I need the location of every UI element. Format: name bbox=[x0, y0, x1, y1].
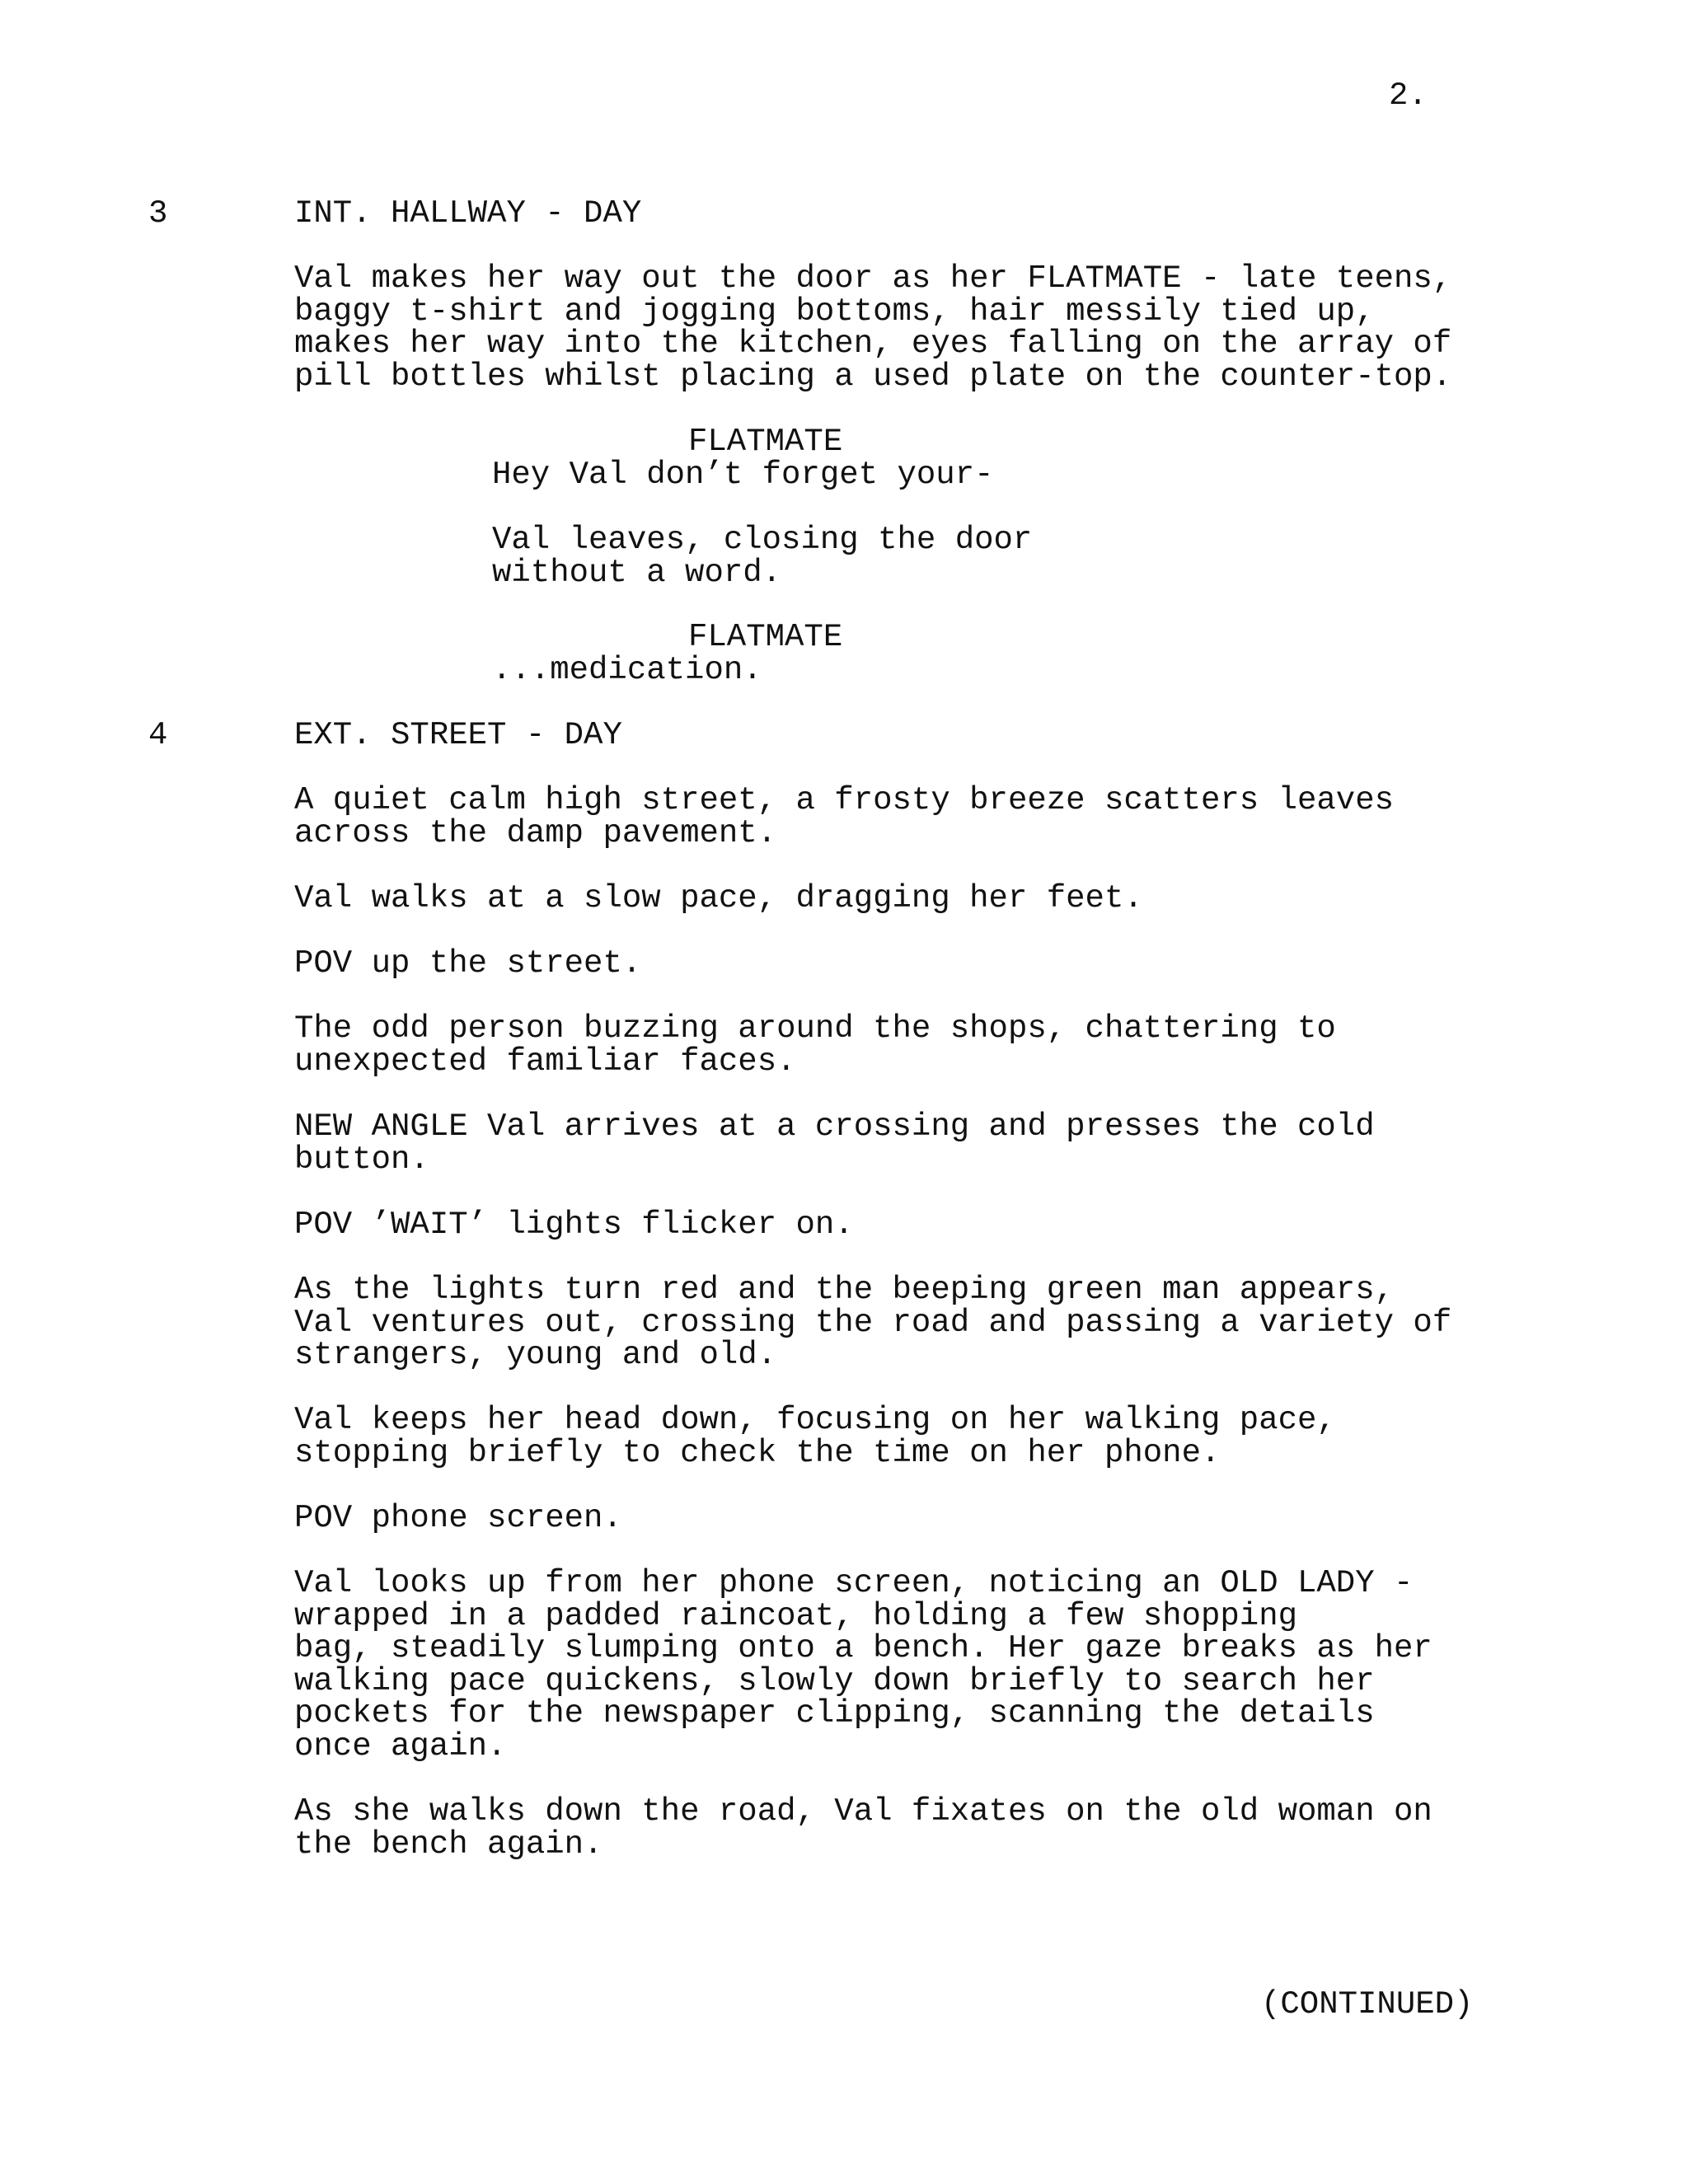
action-paragraph: The odd person buzzing around the shops, chattering to unexpected familiar faces. bbox=[294, 1010, 1336, 1080]
action-paragraph: POV ’WAIT’ lights flicker on. bbox=[294, 1207, 854, 1243]
scene-heading: INT. HALLWAY - DAY bbox=[294, 195, 642, 232]
character-name: FLATMATE bbox=[688, 619, 843, 655]
continued-marker: (CONTINUED) bbox=[1261, 1986, 1474, 2022]
action-paragraph: A quiet calm high street, a frosty breeze scatters leaves across the damp pavement. bbox=[294, 782, 1395, 851]
dialogue: ...medication. bbox=[492, 652, 762, 688]
action-paragraph: Val keeps her head down, focusing on her walking pace, stopping briefly to check the time on her phone. bbox=[294, 1402, 1336, 1471]
action-paragraph: Val looks up from her phone screen, noticing an OLD LADY - wrapped in a padded raincoat, holding a few shopping bag, steadily slumping onto a bench. Her gaze breaks as her walking pace quickens, slowly down briefly to search her pockets for the newspaper clipping, scanning the details once again. bbox=[294, 1565, 1432, 1765]
action-paragraph: Val walks at a slow pace, dragging her feet. bbox=[294, 880, 1143, 916]
scene-number: 4 bbox=[148, 717, 168, 753]
dialogue: Hey Val don’t forget your- bbox=[492, 457, 994, 493]
action-paragraph: NEW ANGLE Val arrives at a crossing and presses the cold button. bbox=[294, 1108, 1375, 1178]
dialogue-action: Val leaves, closing the door without a word. bbox=[492, 522, 1033, 591]
scene-heading: EXT. STREET - DAY bbox=[294, 717, 622, 753]
action-paragraph: POV up the street. bbox=[294, 945, 642, 982]
action-paragraph: As she walks down the road, Val fixates on the old woman on the bench again. bbox=[294, 1793, 1432, 1863]
scene-number: 3 bbox=[148, 195, 168, 232]
action-paragraph: POV phone screen. bbox=[294, 1500, 622, 1536]
action-paragraph: Val makes her way out the door as her FLATMATE - late teens, baggy t-shirt and jogging bottoms, hair messily tied up, makes her way into the kitchen, eyes falling on the array of pill bottles whilst placing a used plate on the counter-top. bbox=[294, 260, 1452, 395]
page-number: 2. bbox=[1389, 77, 1428, 114]
character-name: FLATMATE bbox=[688, 424, 843, 460]
action-paragraph: As the lights turn red and the beeping green man appears, Val ventures out, crossing the road and passing a variety of strangers, young and old. bbox=[294, 1272, 1452, 1373]
